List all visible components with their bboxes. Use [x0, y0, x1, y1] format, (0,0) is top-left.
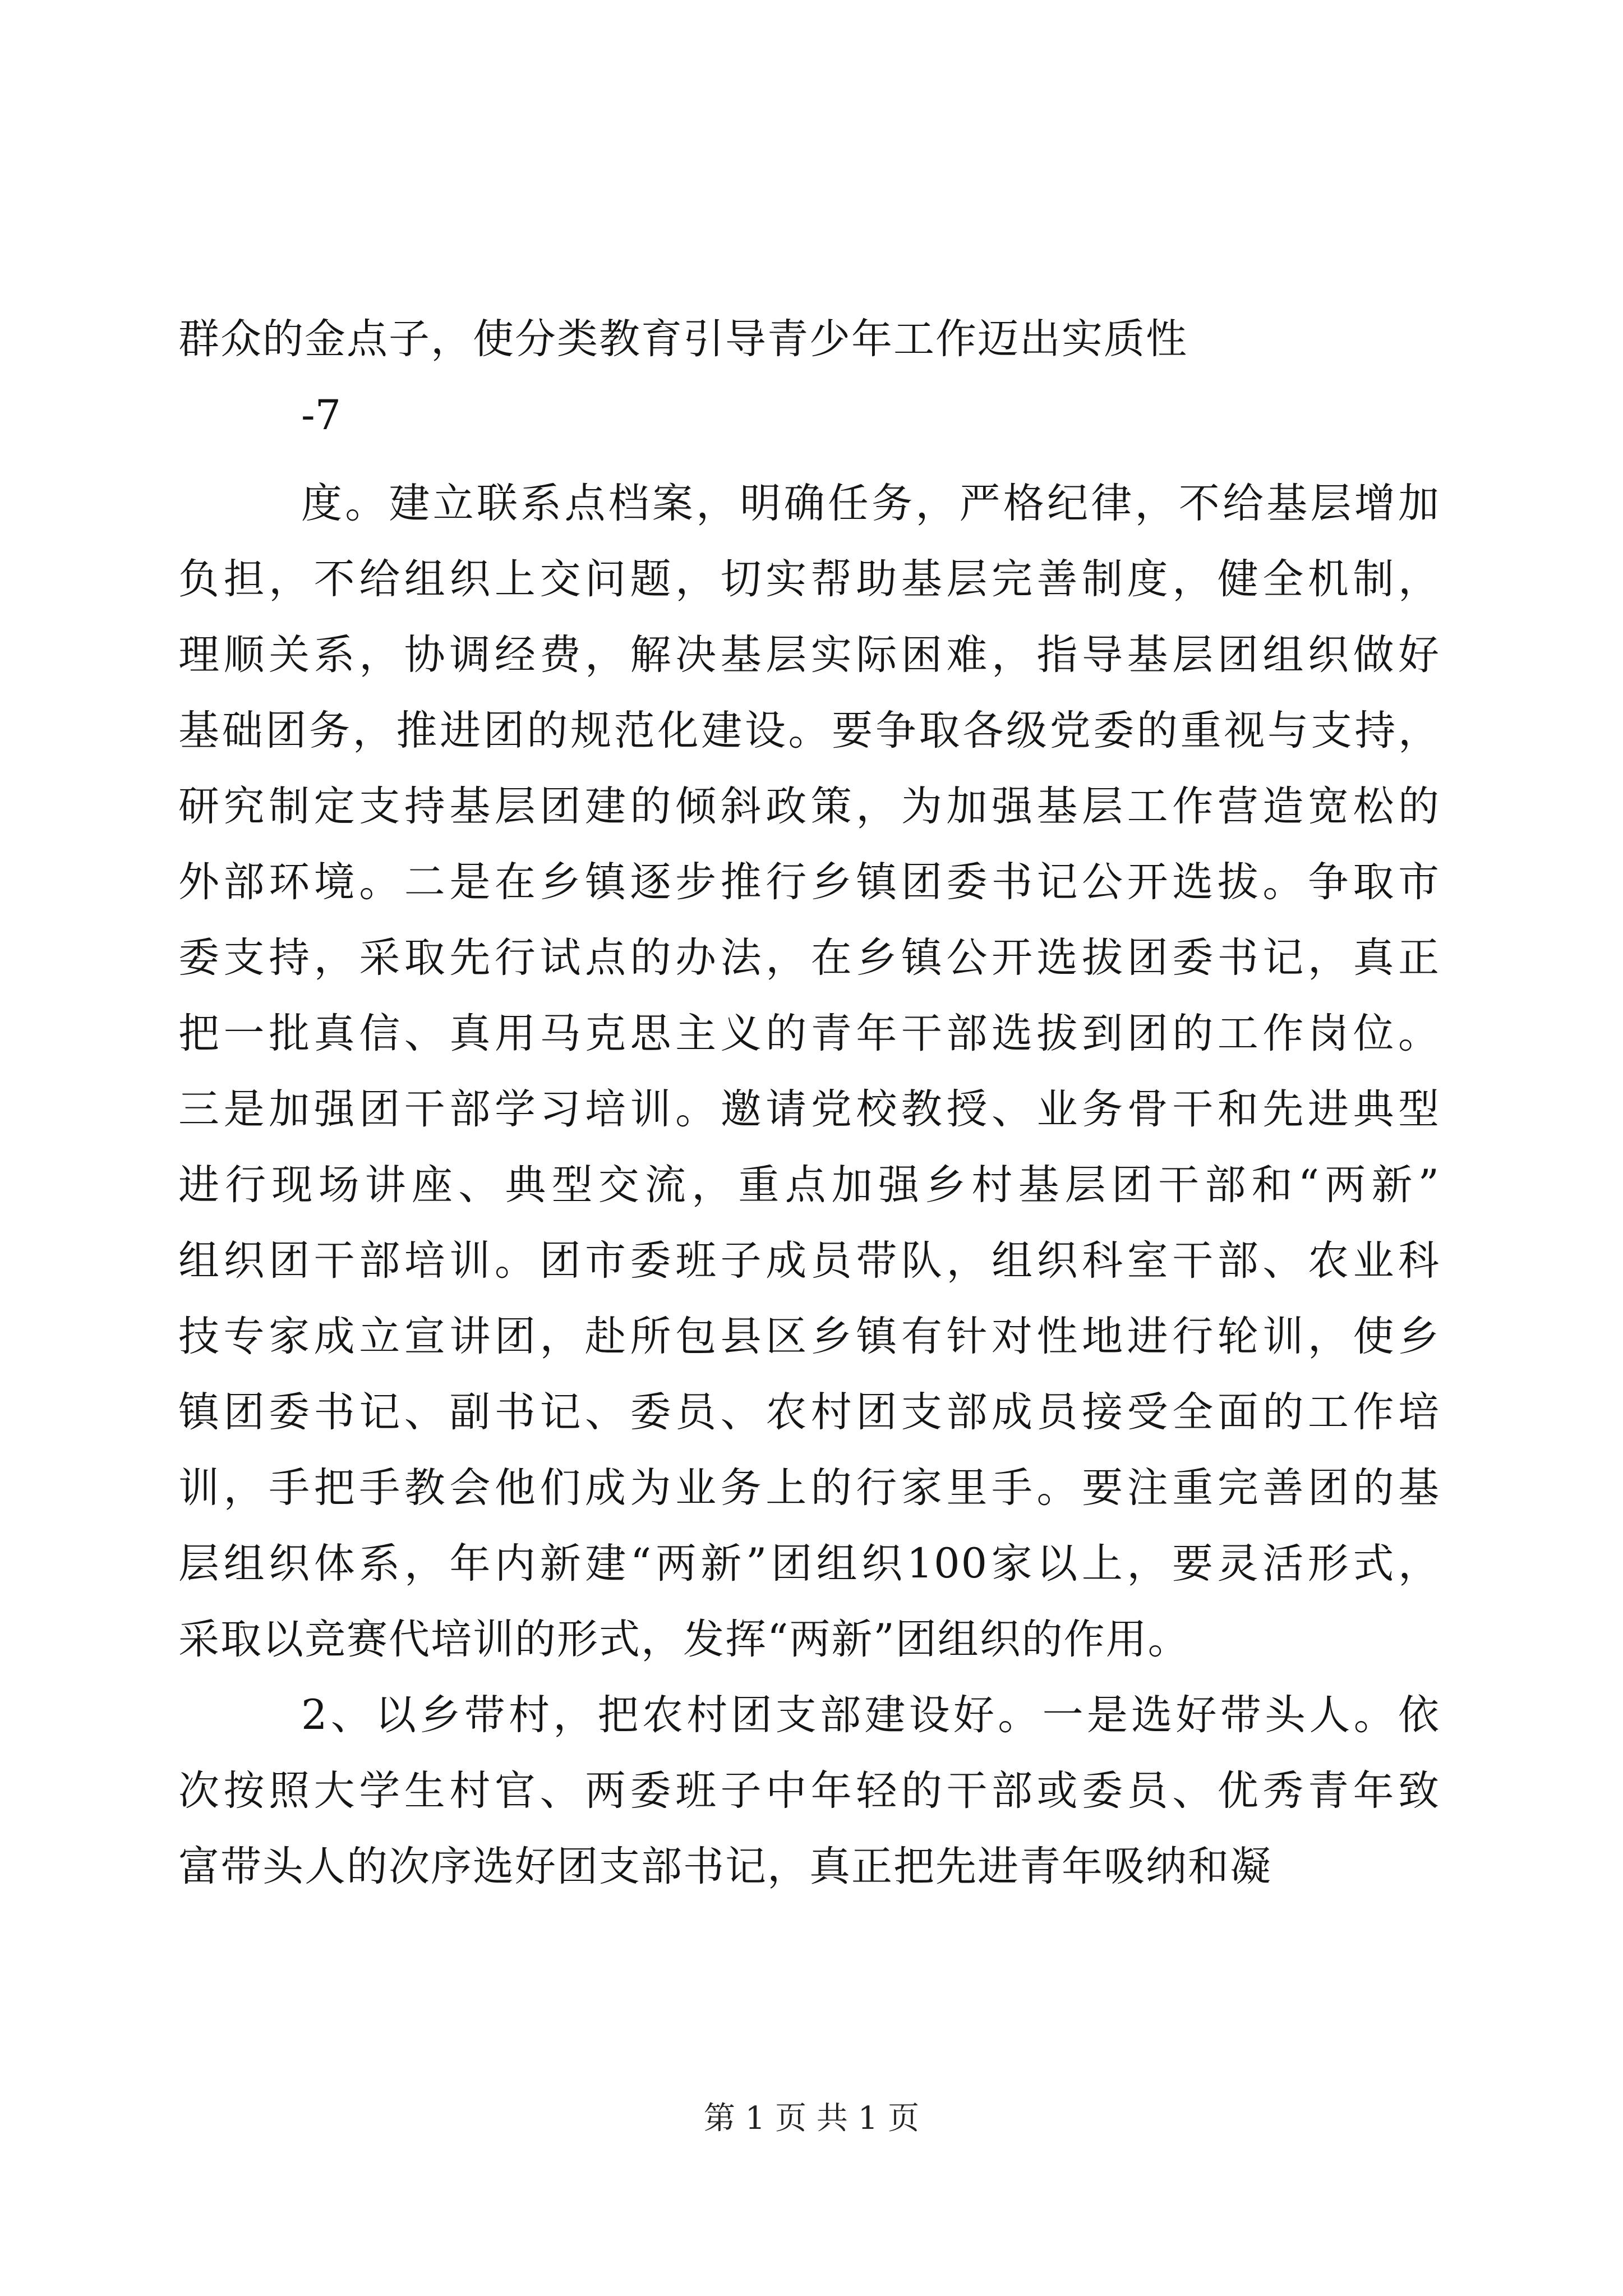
text-line-17: 层组织体系，年内新建“两新”团组织100家以上，要灵活形式，: [178, 1540, 1440, 1588]
text-line-18: 采取以竞赛代培训的形式，发挥“两新”团组织的作用。: [178, 1616, 1190, 1663]
text-line-8: 外部环境。二是在乡镇逐步推行乡镇团委书记公开选拔。争取市: [178, 858, 1440, 906]
paragraph-start-line: 度。建立联系点档案，明确任务，严格纪律，不给基层增加: [301, 480, 1440, 527]
text-line-5: 理顺关系，协调经费，解决基层实际困难，指导基层团组织做好: [178, 631, 1440, 679]
text-line-14: 技专家成立宣讲团，赴所包县区乡镇有针对性地进行轮训，使乡: [178, 1313, 1440, 1360]
text-line-16: 训，手把手教会他们成为业务上的行家里手。要注重完善团的基: [178, 1464, 1440, 1512]
text-line-6: 基础团务，推进团的规范化建设。要争取各级党委的重视与支持，: [178, 707, 1440, 754]
text-line-9: 委支持，采取先行试点的办法，在乡镇公开选拔团委书记，真正: [178, 934, 1440, 982]
text-line-11: 三是加强团干部学习培训。邀请党校教授、业务骨干和先进典型: [178, 1085, 1440, 1133]
text-line-4: 负担，不给组织上交问题，切实帮助基层完善制度，健全机制，: [178, 555, 1440, 603]
text-line-10: 把一批真信、真用马克思主义的青年干部选拔到团的工作岗位。: [178, 1010, 1440, 1057]
paragraph-start-line: 2、以乡带村，把农村团支部建设好。一是选好带头人。依: [301, 1691, 1440, 1739]
text-line-21: 富带头人的次序选好团支部书记，真正把先进青年吸纳和凝: [178, 1843, 1272, 1890]
text-line-1: 群众的金点子，使分类教育引导青少年工作迈出实质性: [178, 315, 1188, 363]
text-line-12: 进行现场讲座、典型交流，重点加强乡村基层团干部和“两新”: [178, 1161, 1440, 1209]
text-line-15: 镇团委书记、副书记、委员、农村团支部成员接受全面的工作培: [178, 1388, 1440, 1436]
text-line-13: 组织团干部培训。团市委班子成员带队，组织科室干部、农业科: [178, 1237, 1440, 1285]
inline-page-marker: -7: [301, 392, 342, 439]
text-line-7: 研究制定支持基层团建的倾斜政策，为加强基层工作营造宽松的: [178, 783, 1440, 830]
text-line-20: 次按照大学生村官、两委班子中年轻的干部或委员、优秀青年致: [178, 1767, 1440, 1815]
page-footer: 第 1 页 共 1 页: [703, 2100, 920, 2137]
